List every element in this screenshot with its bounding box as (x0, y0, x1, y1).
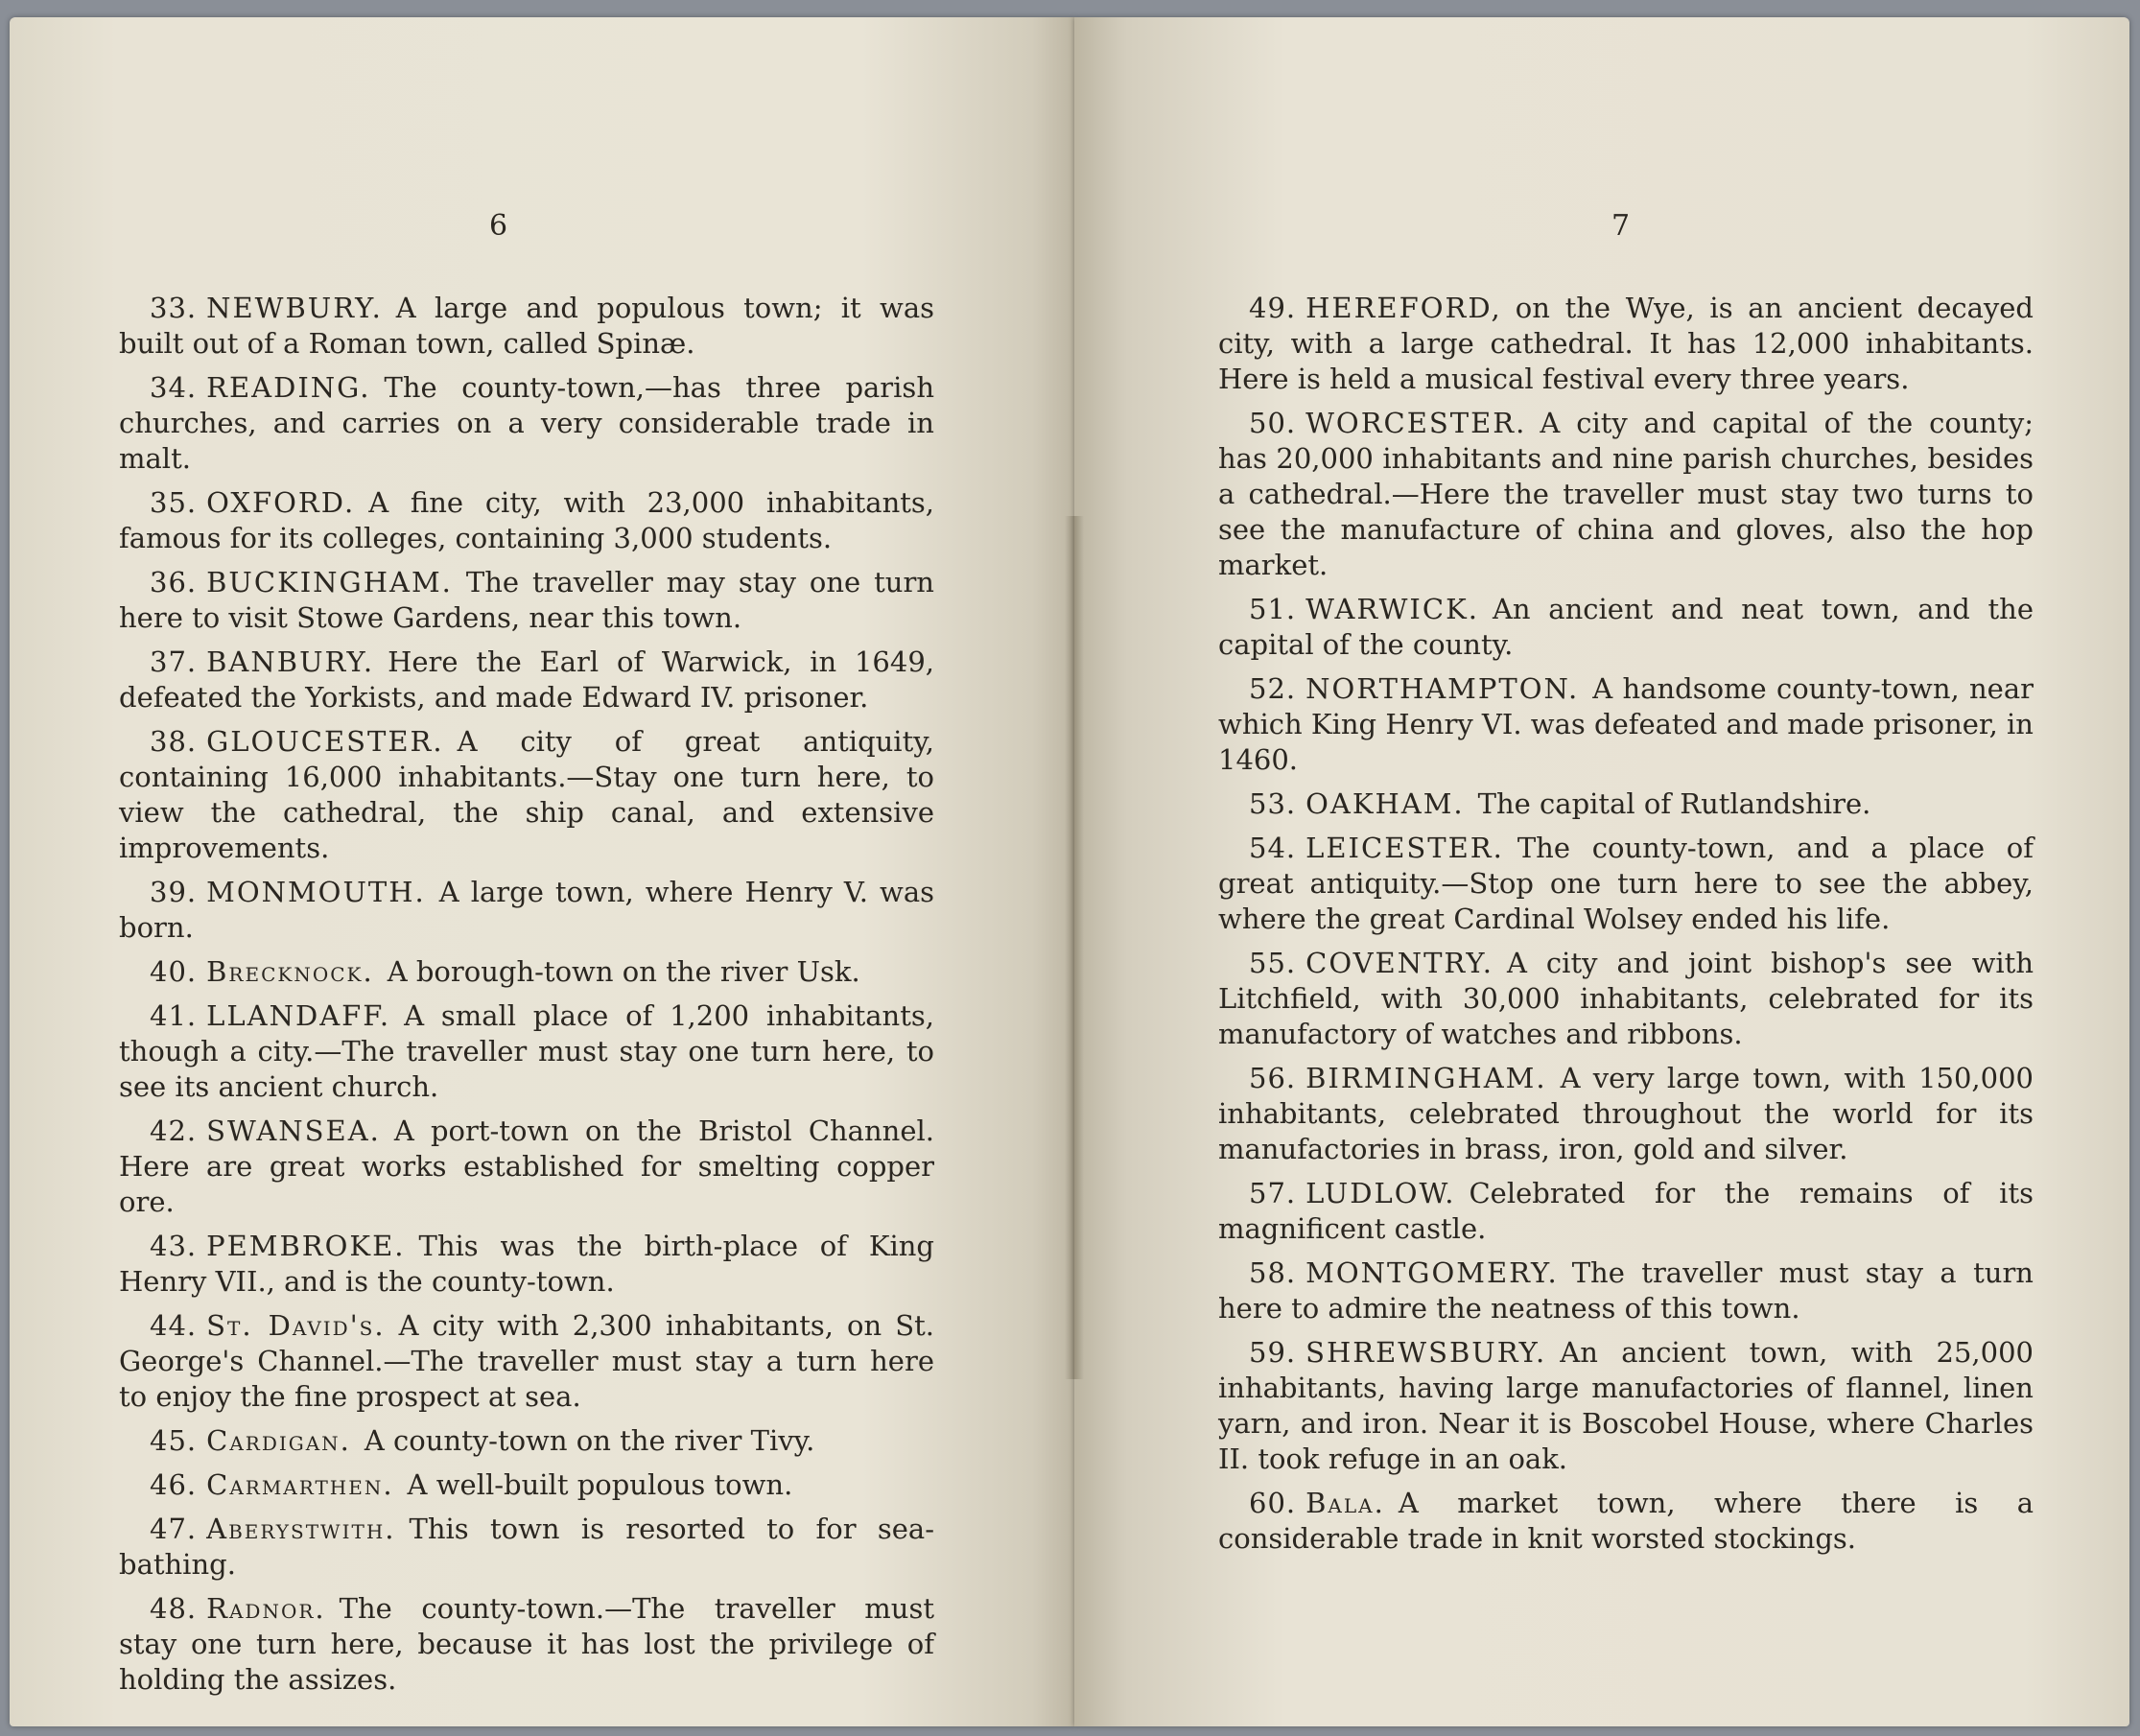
entry-number: 41. (150, 999, 198, 1032)
entry-text: Celebrated for the remains of its magnificent castle. (1218, 1177, 2034, 1245)
entry-text: A handsome county-town, near which King Henry VI. was defeated and made prisoner, in 1460. (1218, 672, 2034, 776)
entry-text: A large town, where Henry V. was born. (119, 876, 934, 944)
entry-text: The traveller may stay one turn here to visit Stowe Gardens, near this town. (119, 566, 934, 634)
list-item (119, 485, 934, 556)
list-item (119, 875, 934, 946)
list-item (119, 1423, 934, 1459)
entry-text: A large and populous town; it was built out of a Roman town, called Spinæ. (119, 292, 934, 360)
place-name: SHREWSBURY. (1305, 1336, 1547, 1369)
entry-text: The county-town,—has three parish churches, and carries on a very considerable trade in malt. (119, 371, 934, 475)
list-item (119, 1114, 934, 1220)
entry-number: 54. (1249, 832, 1297, 864)
entry-number: 58. (1249, 1256, 1297, 1289)
entry-number: 35. (150, 486, 198, 519)
place-name: LEICESTER. (1305, 832, 1504, 864)
entry-text: A well-built populous town. (407, 1468, 793, 1501)
right-page (1074, 17, 2129, 1726)
entry-text: This was the birth-place of King Henry VII., and is the county-town. (119, 1230, 934, 1298)
entry-number: 34. (150, 371, 198, 404)
entry-number: 50. (1249, 407, 1297, 439)
list-item (119, 1467, 934, 1503)
place-name: LUDLOW. (1305, 1177, 1456, 1209)
entry-text: A fine city, with 23,000 inhabitants, famous for its colleges, containing 3,000 students. (119, 486, 934, 554)
entry-text: The county-town, and a place of great antiquity.—Stop one turn here to see the abbey, where the great Cardinal Wolsey ended his life. (1218, 832, 2034, 935)
list-item (1218, 1255, 2034, 1326)
entry-text: An ancient town, with 25,000 inhabitants, having large manufactories of flannel, linen yarn, and iron. Near it is Boscobel House, where Charles II. took refuge in an oak. (1218, 1336, 2034, 1475)
place-name: Cardigan. (206, 1424, 351, 1457)
place-name: GLOUCESTER. (206, 725, 444, 758)
entry-number: 33. (150, 292, 198, 324)
list-item (1218, 406, 2034, 583)
entry-text: A very large town, with 150,000 inhabitants, celebrated throughout the world for its manufactories in brass, iron, gold and silver. (1218, 1062, 2034, 1165)
list-item (1218, 671, 2034, 778)
place-name: St. David's. (206, 1309, 386, 1342)
place-name: WARWICK. (1305, 593, 1479, 625)
list-item (1218, 592, 2034, 663)
entry-number: 52. (1249, 672, 1297, 705)
place-name: OXFORD. (206, 486, 356, 519)
list-item (1218, 1486, 2034, 1557)
book-spread (10, 17, 2129, 1726)
entry-number: 38. (150, 725, 198, 758)
entry-number: 59. (1249, 1336, 1297, 1369)
entry-number: 40. (150, 955, 198, 988)
book-gutter (1065, 516, 1084, 1379)
entry-list (1218, 291, 2034, 1565)
entry-text: An ancient and neat town, and the capital of the county. (1218, 593, 2034, 661)
list-item (119, 1308, 934, 1415)
place-name: Radnor. (206, 1592, 326, 1625)
entry-number: 60. (1249, 1487, 1297, 1519)
entry-number: 46. (150, 1468, 198, 1501)
entry-text: on the Wye, is an ancient decayed city, with a large cathedral. It has 12,000 inhabitants. Here is held a musical festival every three years. (1218, 292, 2034, 395)
entry-text: Here the Earl of Warwick, in 1649, defeated the Yorkists, and made Edward IV. prisoner. (119, 645, 934, 714)
list-item (119, 998, 934, 1105)
place-name: Brecknock. (206, 955, 374, 988)
place-name: NEWBURY. (206, 292, 383, 324)
entry-number: 49. (1249, 292, 1297, 324)
entry-number: 57. (1249, 1177, 1297, 1209)
entry-text: A port-town on the Bristol Channel. Here are great works established for smelting copper ore. (119, 1114, 934, 1218)
entry-number: 43. (150, 1230, 198, 1262)
entry-number: 47. (150, 1513, 198, 1545)
entry-number: 48. (150, 1592, 198, 1625)
page-number: 6 (489, 209, 508, 243)
list-item (1218, 946, 2034, 1052)
entry-number: 53. (1249, 787, 1297, 820)
place-name: LLANDAFF. (206, 999, 391, 1032)
list-item (119, 1512, 934, 1583)
place-name: READING. (206, 371, 371, 404)
entry-text: This town is resorted to for sea-bathing. (119, 1513, 934, 1581)
place-name: HEREFORD, (1305, 292, 1502, 324)
place-name: Aberystwith. (206, 1513, 396, 1545)
list-item (1218, 1061, 2034, 1167)
entry-number: 45. (150, 1424, 198, 1457)
entry-text: A borough-town on the river Usk. (387, 955, 860, 988)
place-name: WORCESTER. (1305, 407, 1527, 439)
entry-text: A county-town on the river Tivy. (364, 1424, 815, 1457)
place-name: OAKHAM. (1305, 787, 1465, 820)
entry-text: A market town, where there is a considerable trade in knit worsted stockings. (1218, 1487, 2034, 1555)
list-item (1218, 786, 2034, 822)
entry-number: 39. (150, 876, 198, 908)
place-name: MONTGOMERY. (1305, 1256, 1559, 1289)
entry-number: 42. (150, 1114, 198, 1147)
place-name: Carmarthen. (206, 1468, 394, 1501)
entry-text: A city with 2,300 inhabitants, on St. George's Channel.—The traveller must stay a turn here to enjoy the fine prospect at sea. (119, 1309, 934, 1413)
list-item (1218, 1176, 2034, 1247)
entry-list (119, 291, 934, 1706)
list-item (119, 370, 934, 477)
place-name: COVENTRY. (1305, 947, 1493, 979)
place-name: BANBURY. (206, 645, 375, 678)
entry-text: A city and capital of the county; has 20,000 inhabitants and nine parish churches, besides a cathedral.—Here the traveller must stay two turns to see the manufacture of china and gloves, also the hop market. (1218, 407, 2034, 581)
entry-number: 44. (150, 1309, 198, 1342)
place-name: BIRMINGHAM. (1305, 1062, 1547, 1094)
entry-text: The traveller must stay a turn here to admire the neatness of this town. (1218, 1256, 2034, 1325)
entry-number: 56. (1249, 1062, 1297, 1094)
list-item (1218, 1335, 2034, 1477)
place-name: NORTHAMPTON. (1305, 672, 1580, 705)
entry-number: 51. (1249, 593, 1297, 625)
place-name: BUCKINGHAM. (206, 566, 453, 598)
list-item (119, 565, 934, 636)
place-name: SWANSEA. (206, 1114, 381, 1147)
list-item (119, 724, 934, 866)
entry-number: 55. (1249, 947, 1297, 979)
list-item (119, 1229, 934, 1300)
left-page (10, 17, 1074, 1726)
entry-number: 37. (150, 645, 198, 678)
place-name: PEMBROKE. (206, 1230, 406, 1262)
entry-text: A small place of 1,200 inhabitants, though a city.—The traveller must stay one turn here, to see its ancient church. (119, 999, 934, 1103)
place-name: MONMOUTH. (206, 876, 426, 908)
entry-text: A city and joint bishop's see with Litchfield, with 30,000 inhabitants, celebrated for its manufactory of watches and ribbons. (1218, 947, 2034, 1050)
list-item (1218, 831, 2034, 937)
list-item (1218, 291, 2034, 397)
list-item (119, 291, 934, 362)
entry-number: 36. (150, 566, 198, 598)
list-item (119, 645, 934, 716)
entry-text: The county-town.—The traveller must stay one turn here, because it has lost the privilege of holding the assizes. (119, 1592, 934, 1696)
list-item (119, 1591, 934, 1698)
list-item (119, 954, 934, 990)
page-number: 7 (1611, 209, 1631, 243)
entry-text: The capital of Rutlandshire. (1477, 787, 1871, 820)
entry-text: A city of great antiquity, containing 16,000 inhabitants.—Stay one turn here, to view the cathedral, the ship canal, and extensive improvements. (119, 725, 934, 864)
place-name: Bala. (1305, 1487, 1385, 1519)
